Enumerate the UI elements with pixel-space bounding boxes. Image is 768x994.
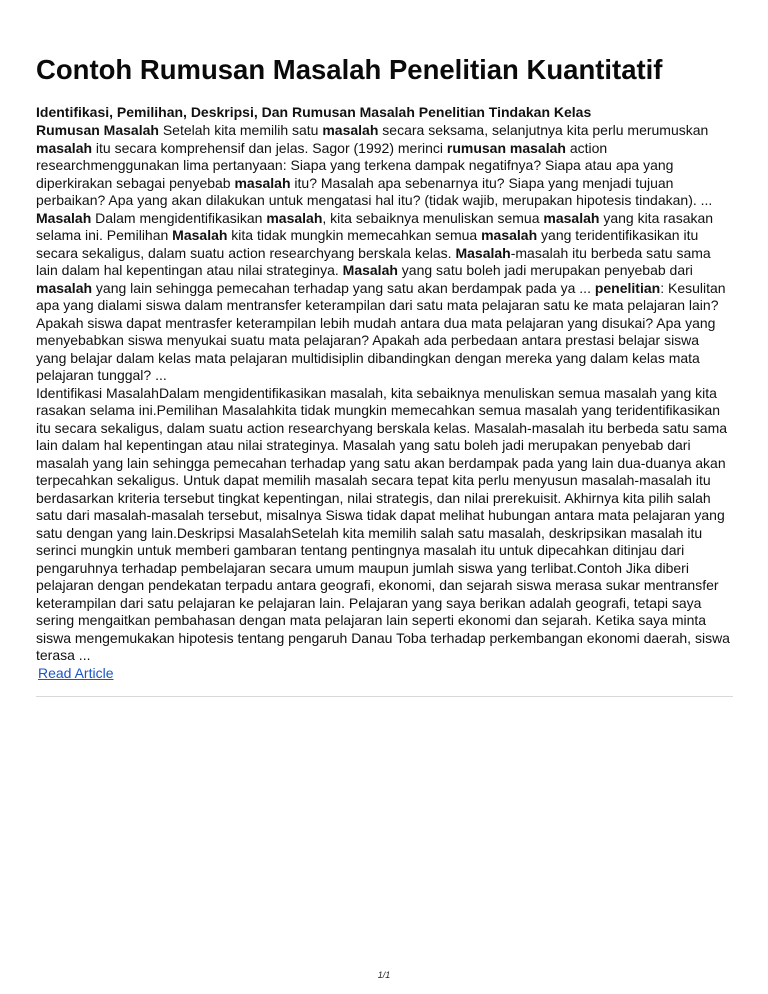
bold-keyword: Masalah [172,227,228,243]
bold-keyword: Masalah [342,262,398,278]
page-title: Contoh Rumusan Masalah Penelitian Kuantitatif [36,54,663,85]
text-run: , kita sebaiknya menuliskan semua [322,209,544,226]
article-paragraph-2: Identifikasi MasalahDalam mengidentifikasikan masalah, kita sebaiknya menuliskan semua masalah yang kita rasakan selama ini.Pemilihan Masalahkita tidak mungkin memecahkan semua masalah yang teridentifikasikan itu secara sekaligus, dalam suatu action researchyang berskala kelas. Masalah-masalah itu berbeda satu sama lain dalam hal kepentingan atau nilai strateginya. Masalah yang satu boleh jadi merupakan penyebab dari masalah yang lain sehingga pemecahan terhadap yang satu akan berdampak pada yang lain dua-duanya akan terpecahkan sekaligus. Untuk dapat memilih masalah secara tepat kita perlu menyusun masalah-masalah itu berdasarkan kriteria tersebut tingkat kepentingan, nilai strategis, dan nilai prerekuisit. Akhirnya kita pilih salah satu dari masalah-masalah tersebut, misalnya Siswa tidak dapat melihat hubungan antara mata pelajaran yang satu dengan yang lain.Deskripsi MasalahSetelah kita memilih salah satu masalah, deskripsikan masalah itu serinci mungkin untuk memberi gambaran tentang pentingnya masalah itu untuk dipecahkan ditinjau dari pengaruhnya terhadap pembelajaran secara umum maupun jumlah siswa yang terlibat.Contoh Jika diberi pelajaran dengan pendekatan terpadu antara geografi, ekonomi, dan sejarah siswa merasa sukar mentransfer keterampilan dari satu pelajaran ke pelajaran lain. Pelajaran yang saya berikan adalah geografi, tetapi saya sering mengaitkan pembahasan dengan mata pelajaran lain seperti ekonomi dan sejarah. Ketika saya minta siswa mengemukakan hipotesis tentang pengaruh Danau Toba terhadap perkembangan ekonomi daerah, siswa terasa ... [36,384,730,663]
bold-keyword: Masalah [455,244,511,261]
text-run: : Kesulitan apa yang dialami siswa dalam mentransfer keterampilan dari satu mata pelajaran satu ke mata pelajaran lain? Apakah siswa dapat mentrasfer keterampilan lebih mudah antara dua mata pelajaran yang disukai? Apa yang menyebabkan siswa menyukai suatu mata pelajaran? Apakah ada perbedaan antara prestasi belajar siswa yang belajar dalam kelas mata pelajaran multidisiplin dibandingkan dengan mereka yang dalam kelas mata pelajaran tunggal? ... [36,279,726,383]
bold-keyword: masalah [322,122,379,138]
page-number: 1/1 [377,970,391,980]
text-run: Setelah kita memilih satu [158,122,323,138]
text-run: yang lain sehingga pemecahan terhadap yang satu akan berdampak pada ya ... [92,279,595,296]
bold-keyword: masalah [36,279,93,296]
text-run: itu? Masalah apa sebenarnya itu? Siapa yang menjadi tujuan perbaikan? Apa yang akan dilakukan untuk mengatasi hal itu? (tidak wajib, merupakan hipotesis tindakan). ... [36,174,713,208]
bold-keyword: penelitian [594,279,661,296]
bold-keyword: masalah [36,139,93,156]
bold-keyword: masalah [543,209,600,226]
text-run: yang satu boleh jadi merupakan penyebab dari [397,262,693,278]
text-run: itu secara komprehensif dan jelas. Sagor (1992) merinci [92,139,447,156]
text-run: -masalah itu berbeda satu sama lain dalam hal kepentingan atau nilai strateginya. [36,244,711,278]
bold-keyword: masalah [481,227,538,243]
text-run: Dalam mengidentifikasikan [91,209,267,226]
read-article-link[interactable]: Read Article [38,664,114,681]
text-run: yang teridentifikasikan itu secara sekaligus, dalam suatu action researchyang berskala kelas. [36,227,699,261]
bold-keyword: masalah [234,174,291,191]
article-paragraph-1 [36,122,730,385]
bold-keyword: rumusan masalah [446,139,566,156]
text-run: kita tidak mungkin memecahkan semua [227,227,482,243]
article-subtitle: Identifikasi, Pemilihan, Deskripsi, Dan Rumusan Masalah Penelitian Tindakan Kelas [36,104,592,120]
bold-keyword: Masalah [36,209,92,226]
article-content [36,122,730,682]
text-run: action researchmenggunakan lima pertanyaan: Siapa yang terkena dampak negatifnya? Siapa atau apa yang diperkirakan sebagai penyebab [36,139,674,191]
text-run: yang kita rasakan selama ini. Pemilihan [36,209,714,243]
divider [36,696,733,697]
text-run: secara seksama, selanjutnya kita perlu merumuskan [378,122,709,138]
bold-keyword: masalah [266,209,323,226]
bold-keyword: Rumusan Masalah [36,122,159,138]
